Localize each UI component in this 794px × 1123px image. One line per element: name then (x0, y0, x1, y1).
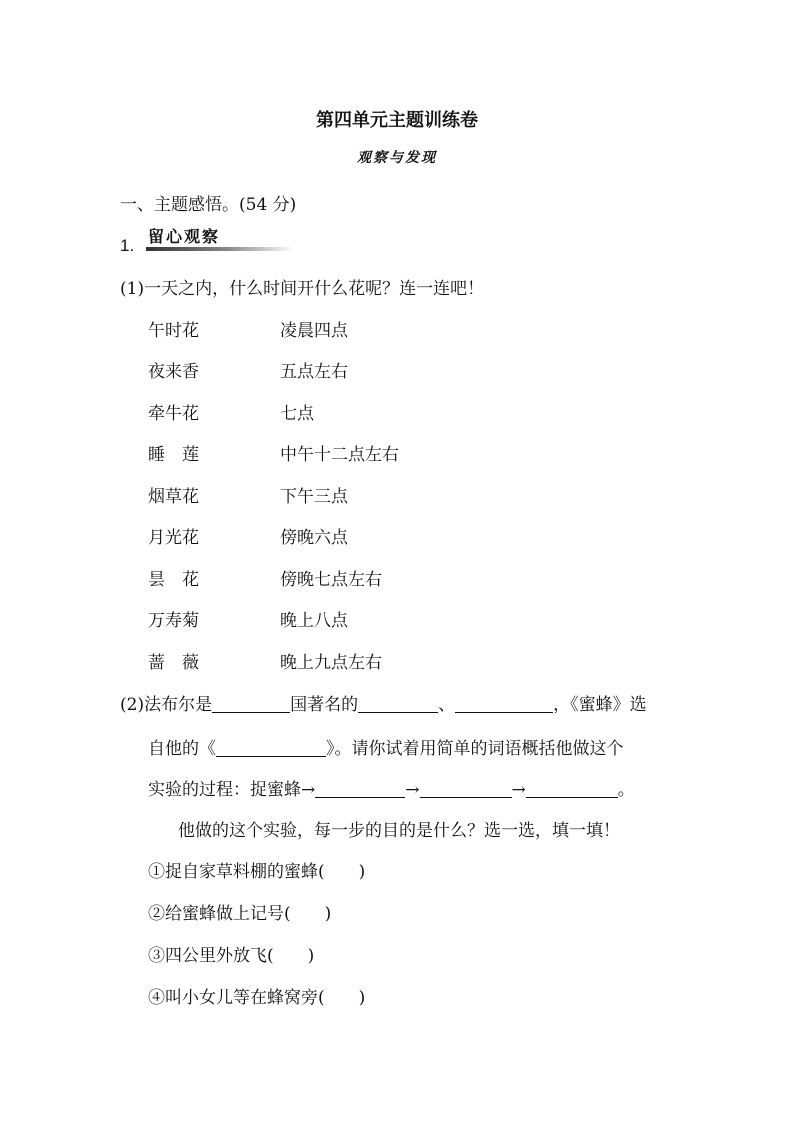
page-title: 第四单元主题训练卷 (316, 110, 478, 131)
q2-text: 》。请你试着用简单的词语概括他做这个 (326, 739, 624, 759)
q2-text: 实验的过程：捉蜜蜂 (148, 780, 301, 800)
badge-underline (146, 247, 294, 251)
q2-text: ，《蜜蜂》选 (553, 695, 647, 715)
item-badge: 留心观察 (148, 227, 221, 246)
bloom-time[interactable]: 傍晚七点左右 (280, 570, 382, 590)
step-item[interactable]: ①捉自家草料棚的蜜蜂( ) (148, 862, 366, 882)
bloom-time[interactable]: 五点左右 (280, 362, 348, 382)
step-item[interactable]: ④叫小女儿等在蜂窝旁( ) (148, 988, 366, 1008)
question-2-line-1 (120, 690, 647, 715)
item-number: 1. (120, 236, 135, 255)
bloom-time[interactable]: 凌晨四点 (280, 321, 348, 341)
flower-name[interactable]: 蔷 薇 (148, 653, 199, 673)
bloom-time[interactable]: 七点 (280, 404, 314, 424)
question-2-line-2 (148, 734, 624, 759)
page-subtitle: 观察与发现 (357, 150, 437, 166)
question-1-prompt: (1)一天之内，什么时间开什么花呢？连一连吧！ (120, 279, 485, 299)
bloom-time[interactable]: 傍晚六点 (280, 528, 348, 548)
q2-text: 、 (438, 695, 456, 715)
bloom-time[interactable]: 中午十二点左右 (280, 445, 399, 465)
question-2-instruction: 他做的这个实验，每一步的目的是什么？选一选，填一填！ (178, 821, 620, 841)
answer-blank-book[interactable] (216, 738, 326, 757)
arrow-icon: → (511, 780, 526, 800)
flower-name[interactable]: 月光花 (148, 528, 199, 548)
flower-name[interactable]: 牵牛花 (148, 404, 199, 424)
flower-name[interactable]: 万寿菊 (148, 611, 199, 631)
section-heading: 一、主题感悟。(54 分) (120, 195, 297, 215)
answer-blank-step-2[interactable] (420, 779, 512, 798)
q2-text: 。 (617, 780, 635, 800)
q2-text: (2)法布尔是 (120, 695, 213, 715)
q2-text: 自他的《 (148, 739, 216, 759)
flower-name[interactable]: 夜来香 (148, 362, 199, 382)
answer-blank-profession-1[interactable] (358, 694, 438, 713)
answer-blank-step-1[interactable] (315, 779, 405, 798)
arrow-icon: → (405, 780, 420, 800)
step-item[interactable]: ②给蜜蜂做上记号( ) (148, 904, 332, 924)
flower-name[interactable]: 午时花 (148, 321, 199, 341)
flower-name[interactable]: 睡 莲 (148, 445, 199, 465)
bloom-time[interactable]: 晚上八点 (280, 611, 348, 631)
answer-blank-country[interactable] (212, 694, 290, 713)
flower-name[interactable]: 烟草花 (148, 487, 199, 507)
q2-text: 国著名的 (290, 695, 359, 715)
question-2-line-3 (148, 775, 635, 800)
bloom-time[interactable]: 晚上九点左右 (280, 653, 382, 673)
bloom-time[interactable]: 下午三点 (280, 487, 348, 507)
arrow-icon: → (301, 780, 316, 800)
step-item[interactable]: ③四公里外放飞( ) (148, 946, 315, 966)
answer-blank-profession-2[interactable] (455, 694, 553, 713)
answer-blank-step-3[interactable] (526, 779, 618, 798)
flower-name[interactable]: 昙 花 (148, 570, 199, 590)
